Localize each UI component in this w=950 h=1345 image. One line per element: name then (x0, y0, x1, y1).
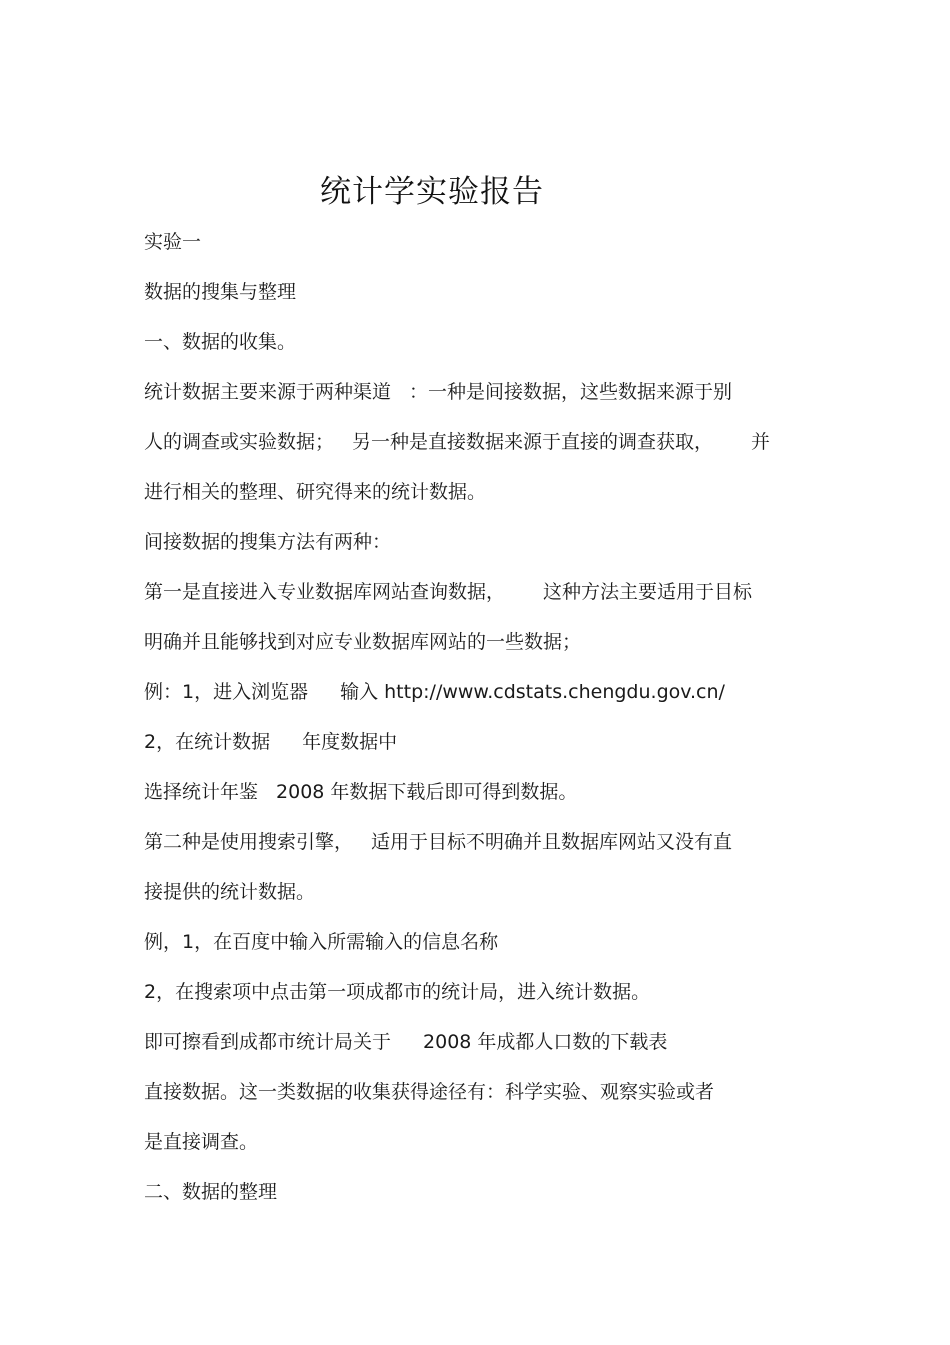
text-fragment: 年度数据中 (302, 731, 398, 753)
paragraph-line (144, 828, 732, 856)
paragraph-line (144, 578, 752, 606)
paragraph-line: 接提供的统计数据。 (144, 881, 316, 903)
text-fragment: 2008 年数据下载后即可得到数据。 (276, 781, 578, 803)
text-fragment: 2，在统计数据 (144, 731, 271, 753)
paragraph-line: 间接数据的搜集方法有两种： (144, 531, 392, 553)
text-fragment: 例：1，进入浏览器 (144, 681, 309, 703)
section-heading-organization: 二、数据的整理 (144, 1181, 278, 1203)
text-fragment: 第一是直接进入专业数据库网站查询数据， (144, 581, 506, 603)
paragraph-line: 进行相关的整理、研究得来的统计数据。 (144, 481, 487, 503)
paragraph-line (144, 728, 397, 756)
paragraph-line: 是直接调查。 (144, 1131, 259, 1153)
text-fragment: 2008 年成都人口数的下载表 (423, 1031, 668, 1053)
paragraph-line: 明确并且能够找到对应专业数据库网站的一些数据； (144, 631, 582, 653)
paragraph-line (144, 1028, 667, 1056)
experiment-topic: 数据的搜集与整理 (144, 281, 297, 303)
text-fragment: 输入 http://www.cdstats.chengdu.gov.cn/ (340, 681, 725, 703)
text-fragment: 选择统计年鉴 (144, 781, 259, 803)
text-fragment: ：一种是间接数据，这些数据来源于别 (409, 381, 733, 403)
document-title: 统计学实验报告 (320, 174, 544, 210)
text-fragment: 适用于目标不明确并且数据库网站又没有直 (371, 831, 733, 853)
section-heading-collection: 一、数据的收集。 (144, 331, 297, 353)
paragraph-line: 例，1，在百度中输入所需输入的信息名称 (144, 931, 499, 953)
paragraph-line (144, 428, 770, 456)
text-fragment: 这种方法主要适用于目标 (543, 581, 753, 603)
paragraph-line (144, 678, 725, 706)
text-fragment: 即可擦看到成都市统计局关于 (144, 1031, 392, 1053)
paragraph-line (144, 378, 732, 406)
text-fragment: 第二种是使用搜索引擎， (144, 831, 354, 853)
experiment-label: 实验一 (144, 231, 202, 253)
paragraph-line: 2，在搜索项中点击第一项成都市的统计局，进入统计数据。 (144, 981, 651, 1003)
paragraph-line (144, 778, 577, 806)
paragraph-line: 直接数据。这一类数据的收集获得途径有：科学实验、观察实验或者 (144, 1081, 715, 1103)
text-fragment: 统计数据主要来源于两种渠道 (144, 381, 392, 403)
text-fragment: 另一种是直接数据来源于直接的调查获取， (352, 431, 714, 453)
text-fragment: 人的调查或实验数据； (144, 431, 335, 453)
text-fragment: 并 (751, 431, 771, 453)
